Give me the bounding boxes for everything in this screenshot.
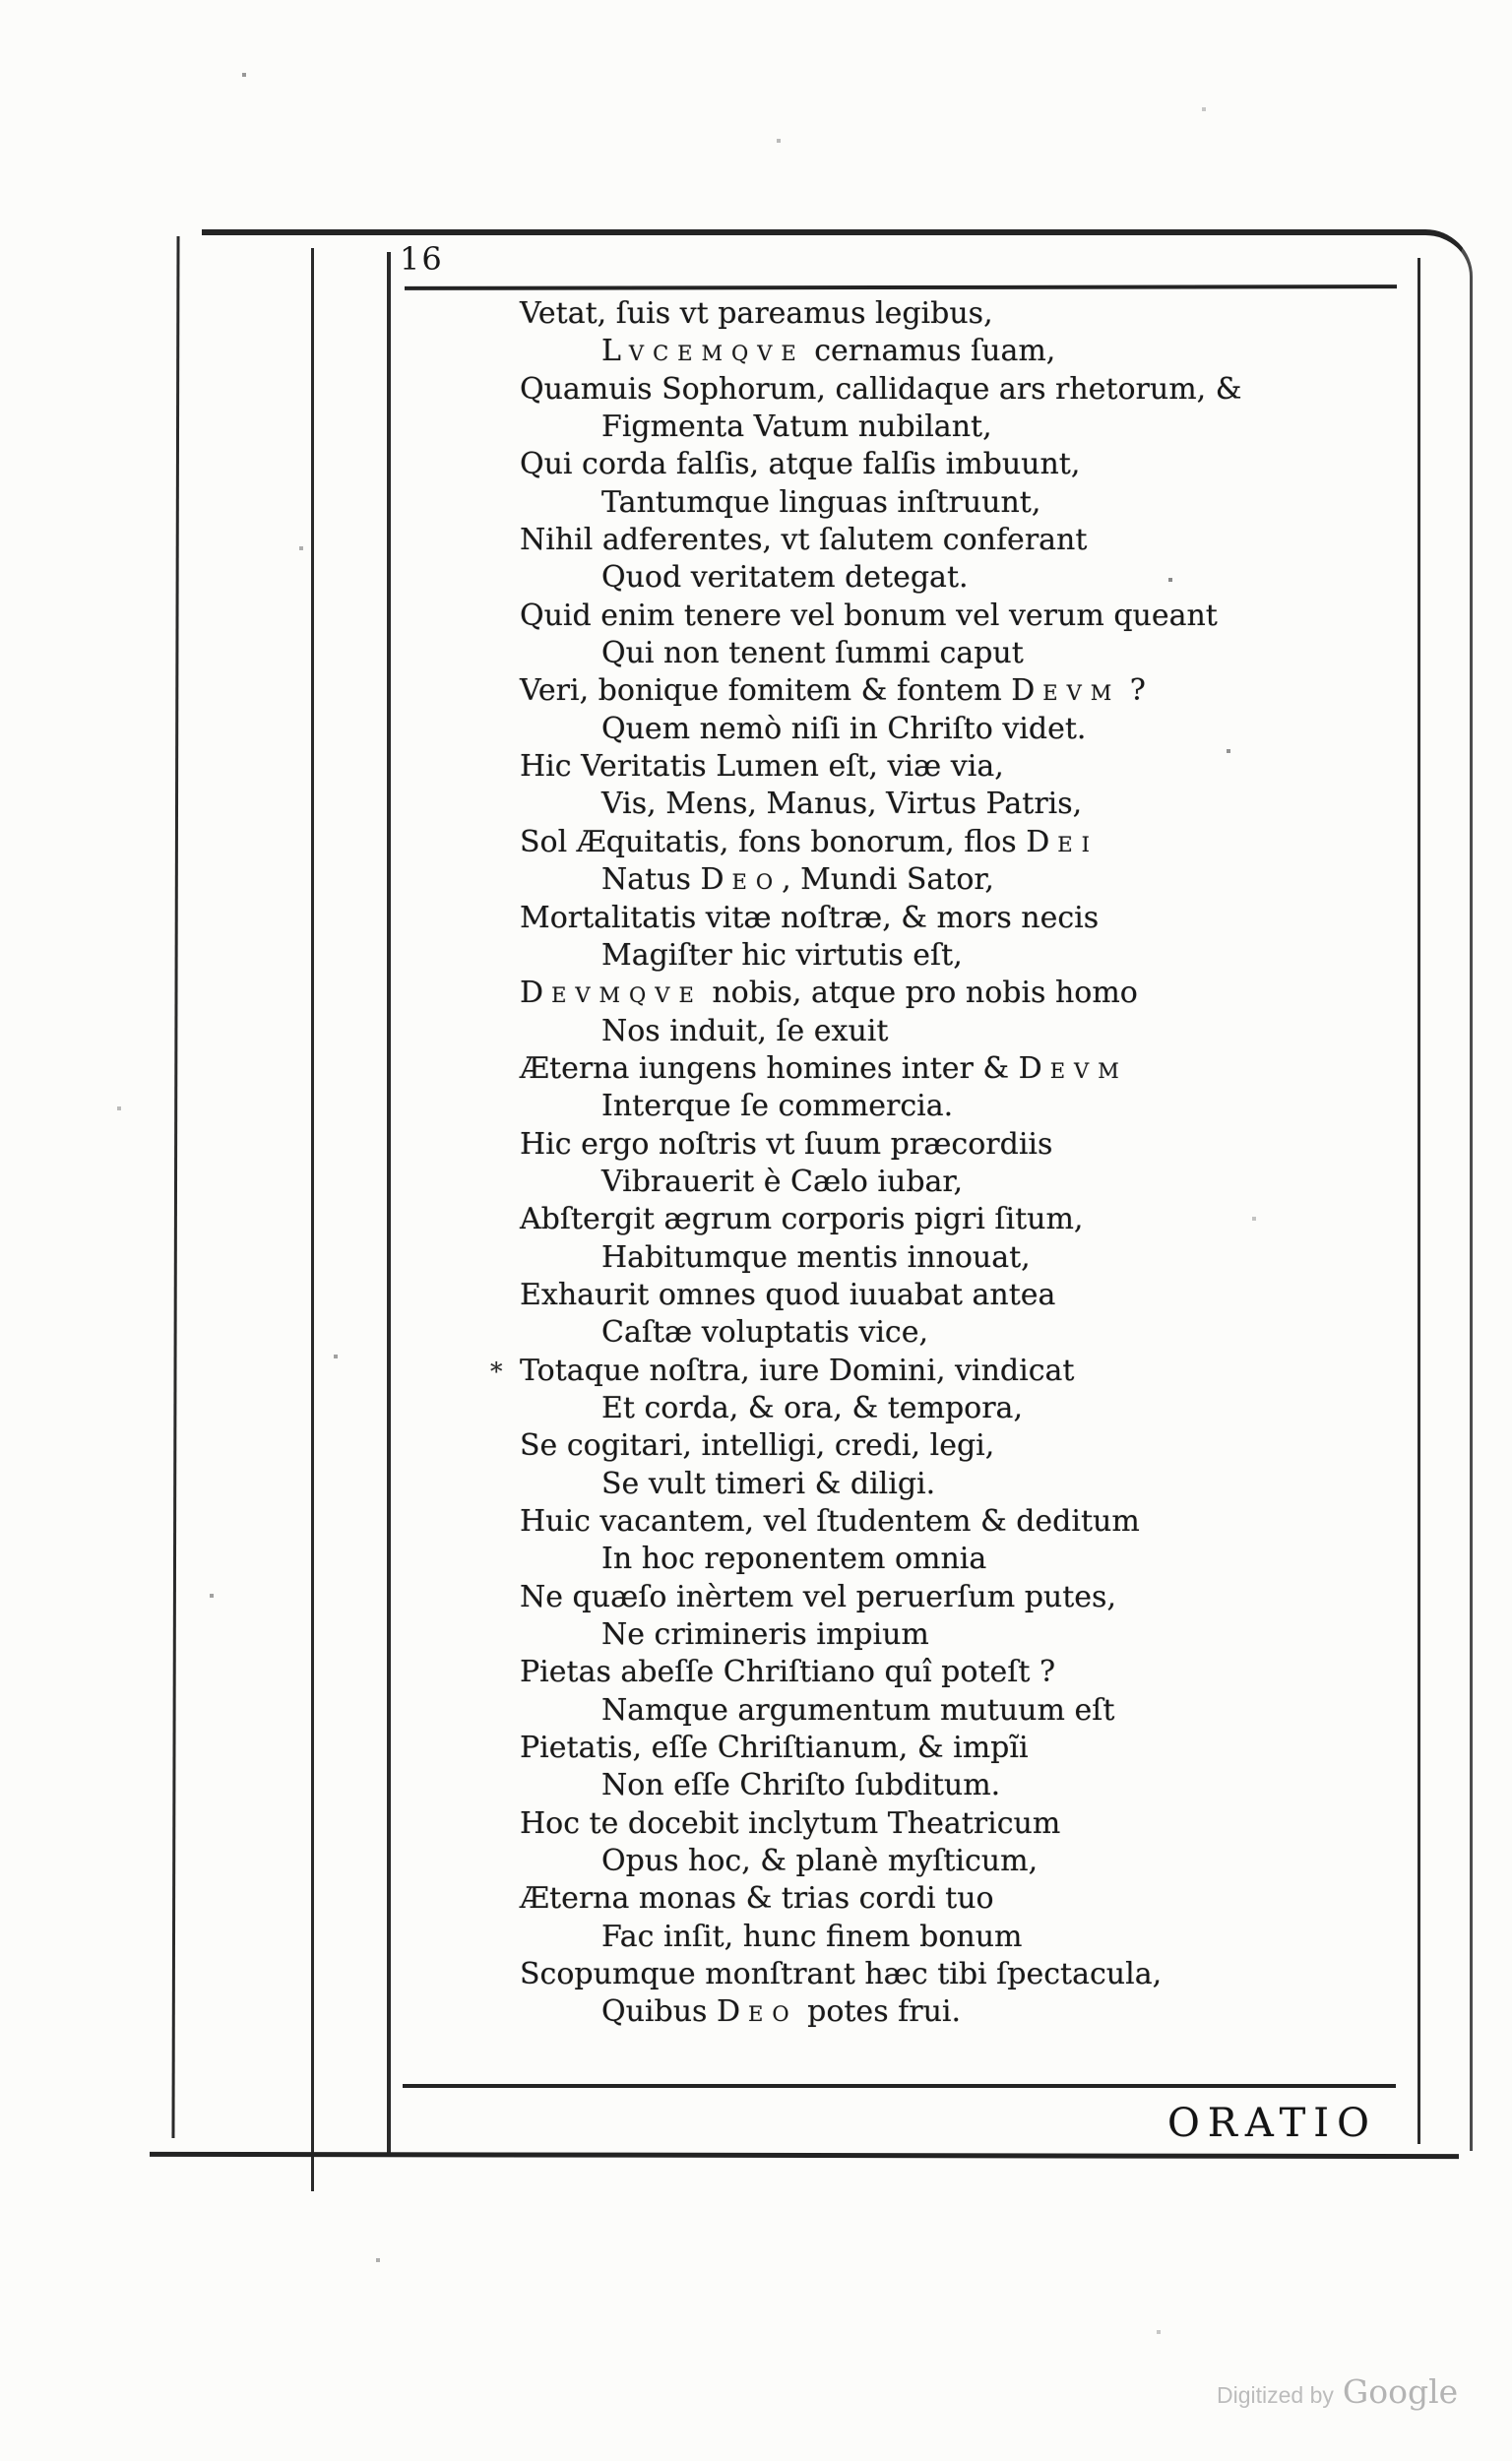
poem-line — [601, 635, 1241, 672]
poem-text: Æterna monas & trias cordi tuo — [520, 1881, 994, 1917]
poem-text: In hoc reponentem omnia — [601, 1542, 987, 1577]
poem-text: Natus — [601, 862, 701, 898]
poem-text: Quem nemò niſi in Chriſto videt. — [601, 711, 1087, 746]
bottom-border-line — [150, 2152, 1459, 2159]
poem-text: Figmenta Vatum nubilant, — [601, 410, 992, 445]
poem-line — [601, 1616, 1241, 1654]
poem-line — [601, 1239, 1241, 1277]
spaced-capitals: DEVM — [1018, 1050, 1128, 1086]
spaced-capitals: DEO — [716, 1994, 798, 2030]
poem-line — [601, 1088, 1241, 1125]
poem-line — [520, 295, 1241, 333]
text-block-left-border-line — [387, 252, 391, 2154]
poem-text: Vetat, ſuis vt pareamus legibus, — [520, 296, 993, 331]
poem-text: Quid enim tenere vel bonum vel verum queant — [520, 598, 1218, 633]
poem-line — [520, 371, 1241, 409]
poem-line — [520, 672, 1241, 710]
poem-line — [490, 1353, 1241, 1390]
poem-line — [601, 1919, 1241, 1956]
poem-line — [601, 937, 1241, 975]
poem-text: Ne crimineris impium — [601, 1617, 929, 1653]
poem-line — [520, 1503, 1241, 1541]
spaced-capitals: LVCEMQVE — [601, 334, 805, 369]
poem-text: Habitumque mentis innouat, — [601, 1239, 1031, 1275]
poem-text: Quod veritatem detegat. — [601, 560, 969, 596]
poem-text: Tantumque linguas inſtruunt, — [601, 484, 1041, 520]
poem-line — [520, 446, 1241, 483]
poem-line — [520, 1579, 1241, 1616]
poem-text: Pietatis, eſſe Chriſtianum, & impĩi — [520, 1731, 1029, 1766]
catchword: ORATIO — [1167, 2101, 1377, 2146]
poem-text: Se cogitari, intelligi, credi, legi, — [520, 1428, 995, 1464]
left-outer-border-line — [171, 236, 179, 2138]
poem-text: Abſtergit ægrum corporis pigri ſitum, — [520, 1202, 1084, 1237]
google-logo: Google — [1342, 2372, 1459, 2411]
poem-line — [520, 1880, 1241, 1918]
page-number: 16 — [400, 240, 444, 278]
poem-text: Scopumque monſtrant hæc tibi ſpectacula, — [520, 1957, 1163, 1992]
poem-line — [520, 1126, 1241, 1164]
poem-text: Quamuis Sophorum, callidaque ars rhetorum, & — [520, 371, 1242, 407]
poem-text: Quibus — [601, 1994, 717, 2030]
poem-text: Vis, Mens, Manus, Virtus Patris, — [601, 787, 1083, 822]
margin-asterisk: * — [490, 1357, 503, 1386]
poem-line — [520, 1201, 1241, 1238]
digitization-watermark — [1217, 2372, 1458, 2411]
poem-line — [520, 1730, 1241, 1767]
poem-text: Totaque noſtra, iure Domini, vindicat — [520, 1353, 1075, 1388]
poem-line — [601, 333, 1241, 370]
poem-text: cernamus ſuam, — [804, 334, 1056, 369]
poem-text: Non eſſe Chriſto ſubditum. — [601, 1768, 1001, 1803]
poem-line — [520, 1050, 1241, 1088]
poem-line — [520, 1805, 1241, 1843]
poem-line — [520, 598, 1241, 635]
poem-text: Opus hoc, & planè myſticum, — [601, 1844, 1039, 1879]
text-block-right-border-line — [1418, 258, 1420, 2144]
poem-line — [520, 975, 1241, 1012]
poem-line — [601, 861, 1241, 899]
spaced-capitals: DEVM — [1011, 673, 1121, 709]
poem-line — [601, 1843, 1241, 1880]
poem-text: Interque ſe commercia. — [601, 1089, 954, 1124]
poem-line — [601, 1164, 1241, 1201]
poem-text: Sol Æquitatis, fons bonorum, flos — [520, 824, 1027, 859]
poem-text: Qui corda falſis, atque falſis imbuunt, — [520, 447, 1081, 482]
poem-line — [601, 1314, 1241, 1352]
poem-line — [601, 1390, 1241, 1427]
poem-text: Huic vacantem, vel ſtudentem & deditum — [520, 1504, 1140, 1539]
poem-line — [601, 786, 1241, 823]
poem-text: Qui non tenent ſummi caput — [601, 636, 1024, 671]
footer-rule — [403, 2084, 1396, 2088]
poem-text: nobis, atque pro nobis homo — [702, 976, 1138, 1011]
poem-line — [601, 409, 1241, 446]
poem-text: , Mundi Sator, — [782, 862, 994, 898]
poem-text: Veri, bonique fomitem & fontem — [520, 673, 1012, 709]
poem-text: potes frui. — [797, 1994, 962, 2030]
poem-text: Ne quæſo inèrtem vel peruerſum putes, — [520, 1579, 1116, 1614]
poem-text: Nihil adferentes, vt ſalutem conferant — [520, 523, 1088, 558]
poem-line — [520, 1277, 1241, 1314]
poem-text: Mortalitatis vitæ noſtræ, & mors necis — [520, 900, 1100, 935]
poem-text: Exhaurit omnes quod iuuabat antea — [520, 1277, 1056, 1312]
poem-text: Namque argumentum mutuum eſt — [601, 1692, 1115, 1728]
poem-text: Fac inſit, hunc finem bonum — [601, 1919, 1023, 1954]
poem-line — [520, 900, 1241, 937]
poem-line — [601, 484, 1241, 522]
poem-line — [520, 1956, 1241, 1993]
poem-line — [601, 1692, 1241, 1730]
spaced-capitals: DEVMQVE — [520, 976, 703, 1011]
poem-line — [520, 824, 1241, 861]
left-middle-border-line — [311, 248, 314, 2191]
poem-text: Et corda, & ora, & tempora, — [601, 1390, 1023, 1425]
poem-line — [601, 1767, 1241, 1804]
poem — [490, 295, 1242, 2032]
poem-text: Hic ergo noſtris vt ſuum præcordiis — [520, 1126, 1053, 1162]
scan-noise-specks — [0, 0, 2, 2]
poem-line — [520, 1427, 1241, 1465]
poem-text: Magiſter hic virtutis eſt, — [601, 937, 963, 973]
poem-line — [601, 559, 1241, 597]
watermark-prefix: Digitized by — [1217, 2382, 1334, 2408]
poem-line — [520, 1654, 1241, 1691]
poem-line — [520, 522, 1241, 559]
poem-line — [601, 1541, 1241, 1578]
poem-line — [520, 748, 1241, 786]
poem-text: Hoc te docebit inclytum Theatricum — [520, 1805, 1061, 1841]
poem-text: Hic Veritatis Lumen eſt, viæ via, — [520, 749, 1004, 785]
poem-line — [601, 711, 1241, 748]
poem-text: Vibrauerit è Cælo iubar, — [601, 1164, 963, 1199]
poem-text: Se vult timeri & diligi. — [601, 1466, 936, 1501]
poem-text: Pietas abeſſe Chriſtiano quî poteſt ? — [520, 1655, 1056, 1690]
poem-line — [601, 1993, 1241, 2031]
poem-text: ? — [1120, 673, 1146, 709]
poem-line — [601, 1466, 1241, 1503]
poem-text: Æterna iungens homines inter & — [520, 1050, 1019, 1086]
spaced-capitals: DEO — [700, 862, 783, 898]
poem-line — [601, 1013, 1241, 1050]
spaced-capitals: DEI — [1026, 824, 1099, 859]
poem-text: Caſtæ voluptatis vice, — [601, 1315, 929, 1351]
poem-text: Nos induit, ſe exuit — [601, 1013, 889, 1048]
